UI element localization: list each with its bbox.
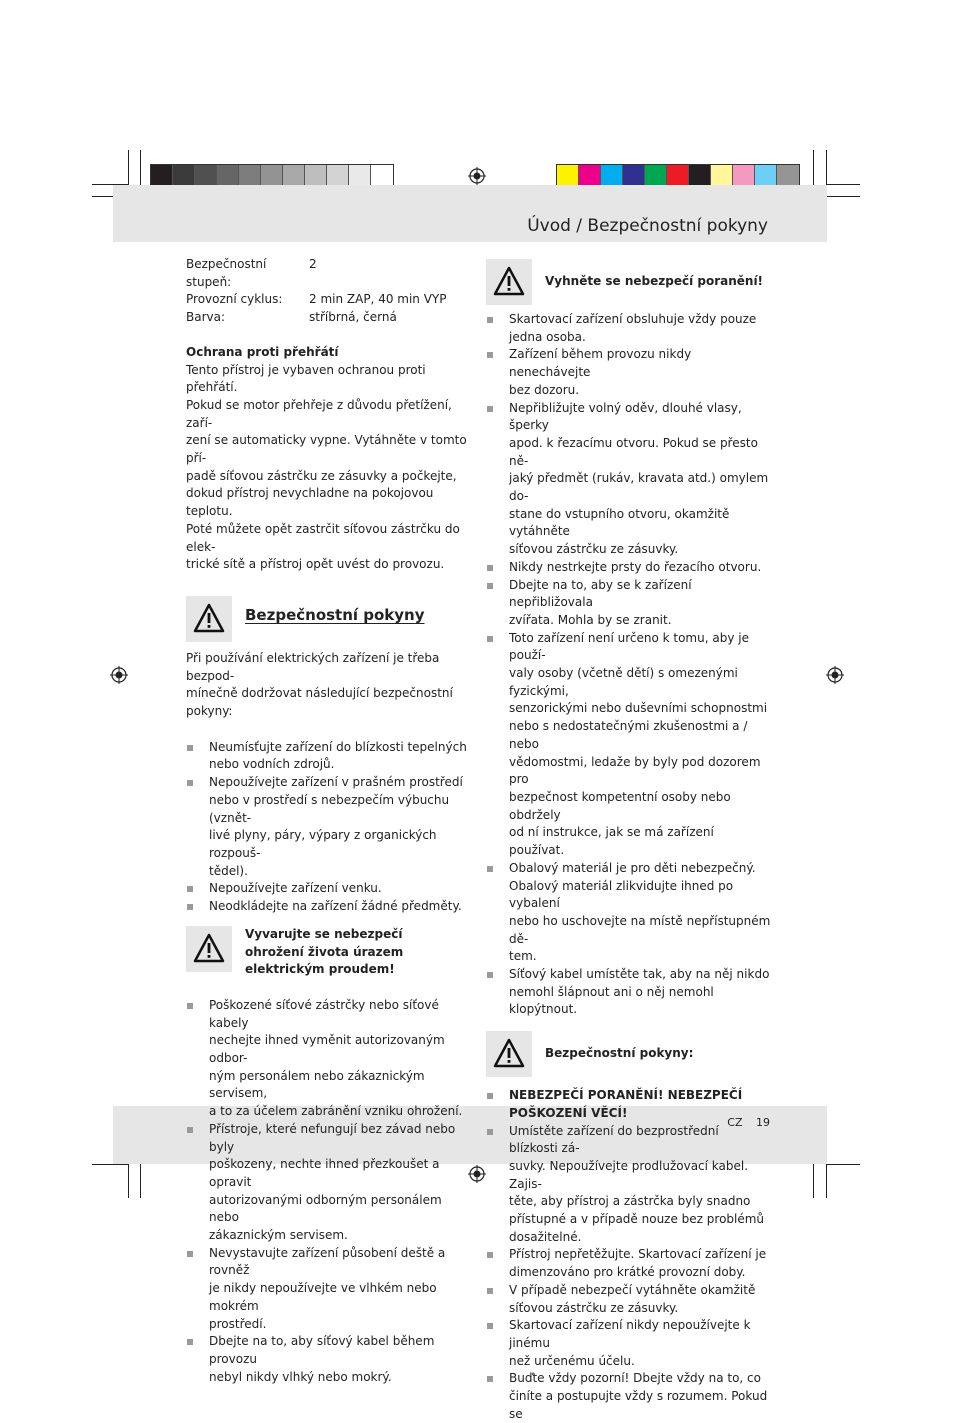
list-item	[486, 1317, 771, 1370]
electric-warning	[186, 926, 468, 979]
text-line: Dbejte na to, aby se k zařízení nepřibližovala	[509, 577, 692, 610]
crop-mark	[826, 184, 860, 185]
list-item	[186, 898, 468, 916]
text-line: Zařízení během provozu nikdy nenechávejte	[509, 347, 692, 380]
text-line: Skartovací zařízení obsluhuje vždy pouze	[509, 312, 757, 326]
color-swatch	[777, 165, 799, 186]
spec-row: Bezpečnostní stupeň: 2	[186, 257, 317, 289]
color-swatch	[283, 165, 305, 186]
text-line: autorizovanými odborným personálem nebo	[209, 1192, 442, 1225]
text-line: Vyvarujte se nebezpečí	[245, 926, 403, 941]
text-line: V případě nebezpečí vytáhněte okamžitě	[509, 1282, 756, 1297]
overheat-text	[186, 362, 468, 574]
text-line: dimenzováno pro krátké provozní doby.	[509, 1265, 746, 1280]
text-line: Umístěte zařízení do bezprostřední blízkosti zá-	[509, 1123, 719, 1156]
text-line: stane do vstupního otvoru, okamžitě vytáhněte	[509, 506, 730, 539]
text-line: je nikdy nepoužívejte ve vlhkém nebo mokrém	[209, 1281, 437, 1313]
text-line: nechejte ihned vyměnit autorizovaným odbor-	[209, 1033, 445, 1066]
text-line: Neumísťujte zařízení do blízkosti tepelných	[209, 739, 467, 754]
list-item	[486, 346, 771, 399]
color-swatch	[667, 165, 689, 186]
text-line: padě síťovou zástrčku ze zásuvky a počkejte,	[186, 468, 457, 483]
text-line: poškozeny, nechte ihned přezkoušet a opravit	[209, 1157, 440, 1189]
list-item	[186, 1121, 468, 1245]
injury-warning	[486, 259, 771, 307]
list-item	[486, 860, 771, 966]
list-item	[486, 311, 771, 346]
text-line: elektrickým proudem!	[245, 962, 395, 977]
color-swatch	[261, 165, 283, 186]
text-line: těte, aby přístroj a zástrčka byly snadno	[509, 1194, 751, 1209]
list-item	[486, 1282, 771, 1317]
warning-box	[186, 926, 232, 972]
list-item	[486, 1087, 771, 1122]
text-line: nebo vodních zdrojů.	[209, 757, 335, 772]
list-item	[186, 997, 468, 1121]
text-line: síťovou zástrčku ze zásuvky.	[509, 542, 679, 557]
text-line: ohrožení života úrazem	[245, 944, 404, 959]
crop-mark	[140, 1160, 141, 1198]
text-line: dosažitelné.	[509, 1229, 582, 1244]
section-heading: Bezpečnostní pokyny	[245, 605, 425, 624]
list-item	[486, 630, 771, 860]
warning-box	[486, 259, 532, 305]
crop-mark	[826, 196, 860, 197]
color-swatch	[327, 165, 349, 186]
text-line: Obalový materiál je pro děti nebezpečný.	[509, 860, 756, 875]
text-line: Poté můžete opět zastrčit síťovou zástrčku do elek-	[186, 521, 460, 554]
text-line: zvířata. Mohla by se zranit.	[509, 612, 672, 627]
list-item	[486, 1246, 771, 1281]
warning-text: Bezpečnostní pokyny:	[545, 1046, 694, 1061]
text-line: Síťový kabel umístěte tak, aby na něj nikdo	[509, 967, 770, 982]
color-swatch	[557, 165, 579, 186]
text-line: Nepoužívejte zařízení v prašném prostředí	[209, 775, 463, 790]
text-line: nebo v prostředí s nebezpečím výbuchu (vznět-	[209, 792, 450, 825]
color-swatch	[239, 165, 261, 186]
crop-mark	[826, 1160, 827, 1198]
text-line: Poškozené síťové zástrčky nebo síťové kabely	[209, 997, 439, 1030]
text-line: Toto zařízení není určeno k tomu, aby je použí-	[509, 630, 749, 663]
text-line: jaký předmět (rukáv, kravata atd.) omylem do-	[509, 471, 769, 504]
page-title: Úvod / Bezpečnostní pokyny	[527, 216, 768, 236]
color-swatch	[645, 165, 667, 186]
text-line: valy osoby (včetně dětí) s omezenými fyzickými,	[509, 666, 738, 698]
color-swatch	[217, 165, 239, 186]
grayscale-control-bar	[150, 164, 394, 187]
text-line: trické sítě a přístroj opět uvést do provozu.	[186, 557, 445, 572]
list-item	[186, 739, 468, 774]
color-swatch	[733, 165, 755, 186]
text-line: bezpečnost kompetentní osoby nebo obdržely	[509, 789, 731, 822]
text-line: činíte a postupujte vždy s rozumem. Pokud se	[509, 1389, 768, 1421]
text-line: senzorickými nebo duševními schopnostmi	[509, 701, 768, 716]
electric-safety-list	[186, 997, 468, 1386]
registration-mark-icon	[826, 666, 844, 684]
text-line: nebo ho uschovejte na místě nepřístupném dě-	[509, 913, 771, 946]
safety-section-header	[186, 596, 468, 644]
text-line: nemohl šlápnout ani o něj nemohl klopýtnout.	[509, 984, 714, 1017]
text-line: apod. k řezacímu otvoru. Pokud se přesto ně-	[509, 435, 758, 468]
color-swatch	[371, 165, 393, 186]
color-swatch	[689, 165, 711, 186]
page-number: 19	[756, 1116, 770, 1129]
text-line: tědel).	[209, 863, 248, 878]
list-item	[486, 1370, 771, 1423]
text-line: Obalový materiál zlikvidujte ihned po vybalení	[509, 878, 734, 911]
text-line: zákaznickým servisem.	[209, 1228, 348, 1243]
crop-mark	[140, 150, 141, 185]
text-line: Nepoužívejte zařízení venku.	[209, 881, 382, 896]
text-line: Tento přístroj je vybaven ochranou proti přehřátí.	[186, 362, 426, 395]
list-item	[186, 880, 468, 898]
crop-mark	[813, 1160, 814, 1198]
list-item	[186, 774, 468, 880]
text-line: livé plyny, páry, výpary z organických rozpouš-	[209, 828, 437, 860]
text-line: suvky. Nepoužívejte prodlužovací kabel. Zajis-	[509, 1158, 749, 1191]
text-line: Pokud se motor přehřeje z důvodu přetížení, zaří-	[186, 397, 452, 430]
text-line: vědomostmi, ledaže by byly pod dozorem pro	[509, 754, 761, 787]
text-line: Přístroj nepřetěžujte. Skartovací zařízení je	[509, 1247, 767, 1262]
text-line: přístupné a v případě nouze bez problémů	[509, 1212, 765, 1227]
text-line: Nevystavujte zařízení působení deště a rovněž	[209, 1245, 446, 1278]
warning-text	[245, 926, 468, 979]
text-line: Dbejte na to, aby síťový kabel během provozu	[209, 1334, 435, 1366]
color-control-bar	[556, 164, 800, 187]
overheat-heading: Ochrana proti přehřátí	[186, 344, 339, 359]
text-line: Přístroje, které nefungují bez závad nebo byly	[209, 1121, 456, 1154]
registration-mark-icon	[110, 666, 128, 684]
text-line: Buďte vždy pozorní! Dbejte vždy na to, co	[509, 1371, 761, 1386]
spec-row: Barva: stříbrná, černá	[186, 310, 397, 325]
text-line: ným personálem nebo zákaznickým servisem,	[209, 1068, 425, 1101]
text-line: a to za účelem zabránění vzniku ohrožení.	[209, 1104, 463, 1119]
right-column	[486, 256, 771, 1423]
color-swatch	[173, 165, 195, 186]
crop-mark	[813, 150, 814, 185]
color-swatch	[195, 165, 217, 186]
text-line: Při používání elektrických zařízení je třeba bezpod-	[186, 650, 440, 683]
injury-list	[486, 311, 771, 1019]
text-line: POŠKOZENÍ VĚCÍ!	[509, 1105, 628, 1120]
crop-mark	[826, 1164, 860, 1165]
general-safety-list	[486, 1087, 771, 1122]
text-line: prostředí.	[209, 1316, 267, 1331]
list-item	[486, 966, 771, 1019]
color-swatch	[305, 165, 327, 186]
list-item	[486, 400, 771, 559]
general-safety-list	[486, 1123, 771, 1423]
list-item	[186, 1333, 468, 1386]
crop-mark	[92, 1164, 128, 1165]
safety-warning	[486, 1031, 771, 1079]
safety-list	[186, 739, 468, 916]
color-swatch	[755, 165, 777, 186]
color-swatch	[579, 165, 601, 186]
text-line: zení se automaticky vypne. Vytáhněte v tomto pří-	[186, 433, 467, 466]
warning-triangle-icon	[493, 265, 525, 297]
text-line: tem.	[509, 949, 537, 964]
color-swatch	[601, 165, 623, 186]
color-swatch	[623, 165, 645, 186]
text-line: Skartovací zařízení nikdy nepoužívejte k jinému	[509, 1318, 751, 1350]
text-line: jedna osoba.	[509, 329, 586, 344]
text-line: síťovou zástrčku ze zásuvky.	[509, 1300, 679, 1315]
text-line: Nikdy nestrkejte prsty do řezacího otvoru.	[509, 559, 762, 574]
list-item	[486, 1123, 771, 1247]
registration-mark-icon	[468, 1165, 486, 1183]
color-swatch	[151, 165, 173, 186]
crop-mark	[128, 150, 129, 185]
text-line: Neodkládejte na zařízení žádné předměty.	[209, 899, 462, 914]
text-line: bez dozoru.	[509, 382, 580, 397]
color-swatch	[711, 165, 733, 186]
text-line: od ní instrukce, jak se má zařízení používat.	[509, 825, 714, 858]
text-line: nebo s nedostatečnými zkušenostmi a / nebo	[509, 719, 748, 751]
text-line: Nepřibližujte volný oděv, dlouhé vlasy, šperky	[509, 400, 742, 433]
language-code: CZ	[727, 1116, 743, 1129]
crop-mark	[826, 150, 827, 185]
registration-mark-icon	[468, 167, 486, 185]
warning-text: Vyhněte se nebezpečí poranění!	[545, 274, 764, 288]
list-item	[486, 577, 771, 630]
left-column	[186, 256, 468, 1386]
text-line: nebyl nikdy vlhký nebo mokrý.	[209, 1369, 392, 1384]
text-line: dokud přístroj nevychladne na pokojovou teplotu.	[186, 486, 434, 519]
list-item	[486, 559, 771, 577]
crop-mark	[128, 1160, 129, 1198]
text-line: než určenému účelu.	[509, 1353, 635, 1368]
spec-table	[186, 256, 468, 327]
spec-row: Provozní cyklus: 2 min ZAP, 40 min VYP	[186, 292, 447, 307]
warning-box	[486, 1031, 532, 1077]
warning-triangle-icon	[493, 1037, 525, 1069]
text-line: mínečně dodržovat následující bezpečnostní pokyny:	[186, 686, 453, 719]
warning-triangle-icon	[193, 932, 225, 964]
warning-triangle-icon	[193, 602, 225, 634]
list-item	[186, 1245, 468, 1334]
color-swatch	[349, 165, 371, 186]
warning-box	[186, 596, 232, 642]
text-line: NEBEZPEČÍ PORANĚNÍ! NEBEZPEČÍ	[509, 1088, 743, 1103]
intro-text	[186, 650, 468, 721]
